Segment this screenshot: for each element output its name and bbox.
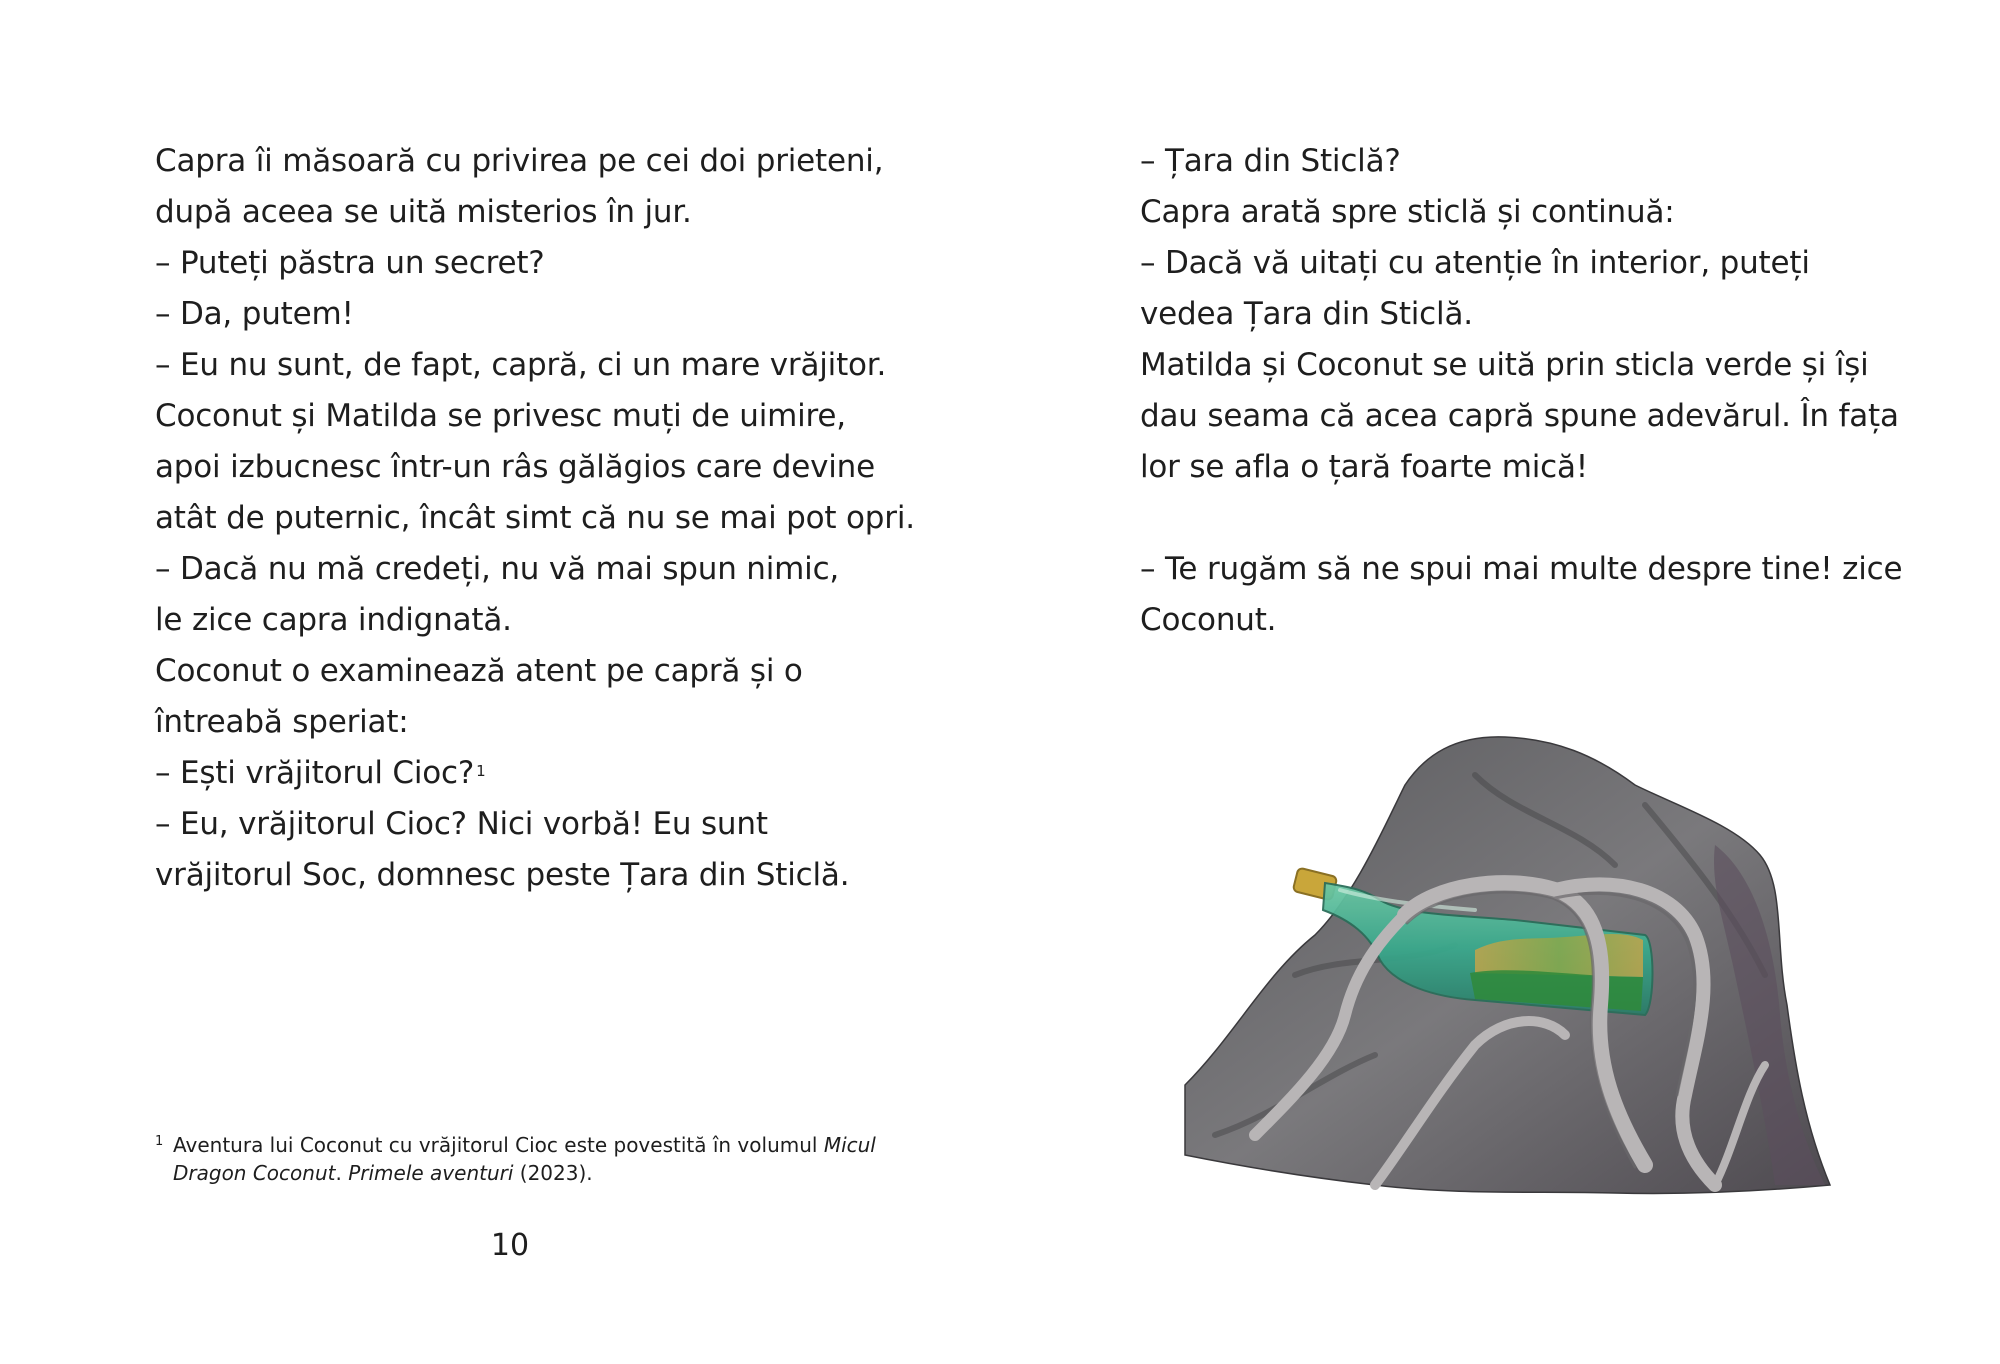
text-line: – Te rugăm să ne spui mai multe despre tine! zice xyxy=(1140,551,1903,587)
text-line: – Dacă nu mă credeți, nu vă mai spun nimic, xyxy=(155,551,840,587)
footnote-line xyxy=(173,1159,875,1187)
text-line: – Eu, vrăjitorul Cioc? Nici vorbă! Eu sunt xyxy=(155,806,768,842)
text-line: Matilda și Coconut se uită prin sticla verde și își xyxy=(1140,347,1869,383)
text-line: Capra îi măsoară cu privirea pe cei doi prieteni, xyxy=(155,143,884,179)
text-line: – Da, putem! xyxy=(155,296,354,332)
footnote-line xyxy=(173,1131,875,1159)
text-line: apoi izbucnesc într-un râs gălăgios care devine xyxy=(155,449,875,485)
text-line: Coconut și Matilda se privesc muți de uimire, xyxy=(155,398,846,434)
text-line: întreabă speriat: xyxy=(155,704,409,740)
footnote xyxy=(155,1131,875,1187)
left-page-text xyxy=(155,136,915,901)
footnote-text: . xyxy=(335,1161,349,1185)
text-line: – Țara din Sticlă? xyxy=(1140,143,1401,179)
paragraph-break xyxy=(1140,493,1900,544)
text-line-with-footnote xyxy=(155,748,915,799)
text-line: lor se afla o țară foarte mică! xyxy=(1140,449,1588,485)
illustration-svg xyxy=(1175,715,1835,1215)
text-line: Coconut o examinează atent pe capră și o xyxy=(155,653,803,689)
page-number: 10 xyxy=(490,1228,530,1263)
text-line: dau seama că acea capră spune adevărul. În fața xyxy=(1140,398,1899,434)
text-line: – Ești vrăjitorul Cioc? xyxy=(155,755,475,791)
bottle-in-rock-illustration xyxy=(1175,715,1835,1215)
text-line: vedea Țara din Sticlă. xyxy=(1140,296,1473,332)
text-line: vrăjitorul Soc, domnesc peste Țara din Sticlă. xyxy=(155,857,850,893)
text-line: Coconut. xyxy=(1140,602,1277,638)
footnote-reference[interactable]: 1 xyxy=(476,762,486,780)
footnote-book-subtitle: Primele aventuri xyxy=(348,1161,514,1185)
right-page xyxy=(1000,0,2000,1364)
text-line: atât de puternic, încât simt că nu se mai pot opri. xyxy=(155,500,915,536)
text-line: – Dacă vă uitați cu atenție în interior, puteți xyxy=(1140,245,1810,281)
footnote-book-title: Micul xyxy=(823,1133,876,1157)
footnote-book-title: Dragon Coconut xyxy=(173,1161,336,1185)
text-line: după aceea se uită misterios în jur. xyxy=(155,194,692,230)
footnote-text: Aventura lui Coconut cu vrăjitorul Cioc este povestită în volumul xyxy=(173,1133,824,1157)
text-line: – Puteți păstra un secret? xyxy=(155,245,545,281)
footnote-mark: 1 xyxy=(155,1134,164,1149)
text-line: Capra arată spre sticlă și continuă: xyxy=(1140,194,1675,230)
text-line: le zice capra indignată. xyxy=(155,602,512,638)
footnote-text: (2023). xyxy=(513,1161,593,1185)
footnote-body xyxy=(173,1131,875,1187)
right-page-text xyxy=(1140,136,1903,646)
text-line: – Eu nu sunt, de fapt, capră, ci un mare vrăjitor. xyxy=(155,347,887,383)
